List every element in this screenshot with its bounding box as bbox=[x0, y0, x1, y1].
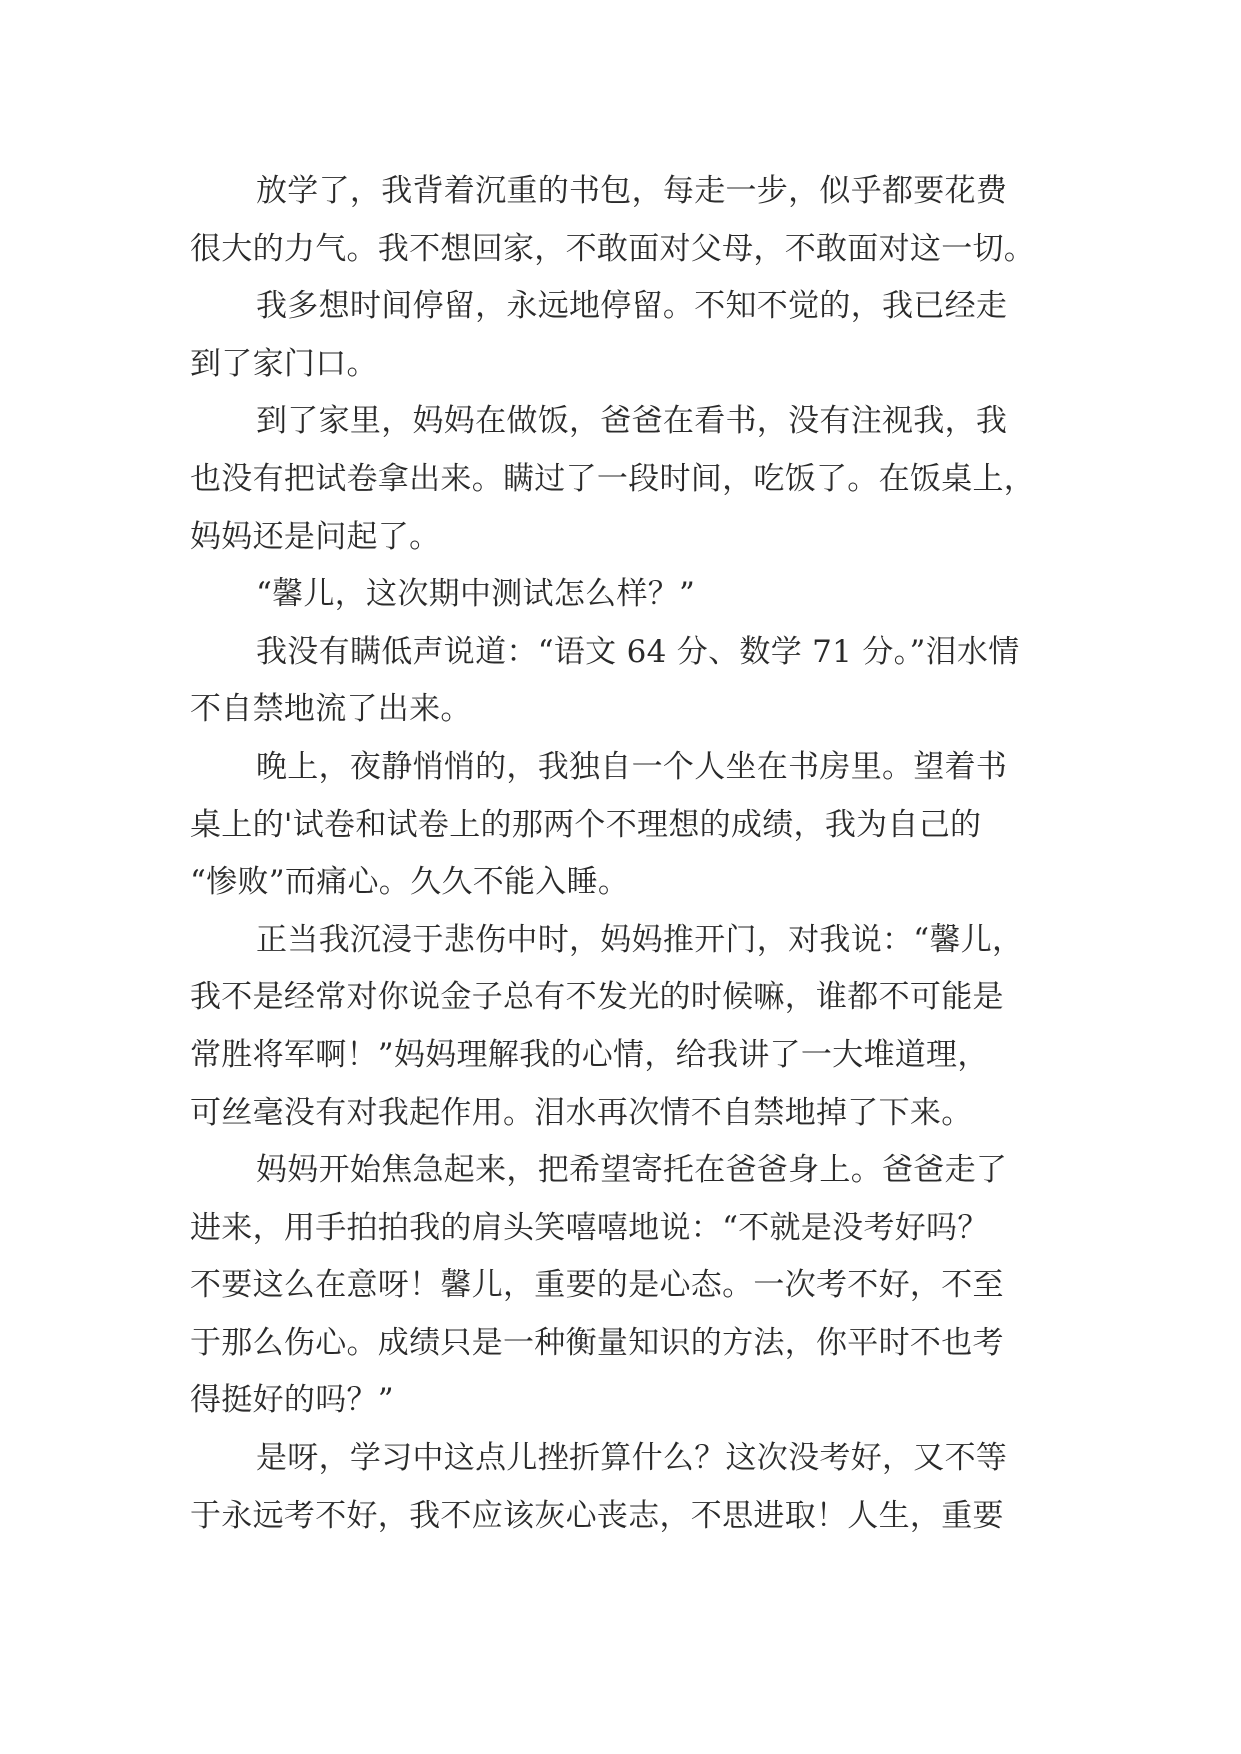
text-line: 进来，用手拍拍我的肩头笑嘻嘻地说：“不就是没考好吗？ bbox=[190, 1209, 989, 1246]
paragraph bbox=[190, 278, 1052, 393]
text-line: 妈妈开始焦急起来，把希望寄托在爸爸身上。爸爸走了 bbox=[256, 1152, 1008, 1189]
paragraph bbox=[190, 912, 1052, 1142]
paragraph bbox=[190, 163, 1052, 278]
text-line: 妈妈还是问起了。 bbox=[190, 518, 441, 555]
text-line: 晚上，夜静悄悄的，我独自一个人坐在书房里。望着书 bbox=[256, 748, 1008, 785]
text-line: 我多想时间停留，永远地停留。不知不觉的，我已经走 bbox=[256, 288, 1008, 325]
paragraph bbox=[190, 1430, 1052, 1545]
text-line: 可丝毫没有对我起作用。泪水再次情不自禁地掉了下来。 bbox=[190, 1094, 973, 1131]
paragraph bbox=[190, 393, 1052, 566]
text-line: 是呀，学习中这点儿挫折算什么？这次没考好，又不等 bbox=[256, 1440, 1008, 1477]
text-line: 也没有把试卷拿出来。瞒过了一段时间，吃饭了。在饭桌上， bbox=[190, 460, 1036, 497]
text-line: 我没有瞒低声说道：“语文 64 分、数学 71 分。”泪水情 bbox=[256, 633, 1020, 670]
text-line: “惨败”而痛心。久久不能入睡。 bbox=[190, 864, 630, 901]
text-line: 常胜将军啊！”妈妈理解我的心情，给我讲了一大堆道理， bbox=[190, 1036, 989, 1073]
text-line: 到了家里，妈妈在做饭，爸爸在看书，没有注视我，我 bbox=[256, 403, 1008, 440]
text-line: 得挺好的吗？” bbox=[190, 1382, 394, 1419]
text-line: 放学了，我背着沉重的书包，每走一步，似乎都要花费 bbox=[256, 173, 1008, 209]
text-line: 不要这么在意呀！馨儿，重要的是心态。一次考不好，不至 bbox=[190, 1267, 1004, 1304]
text-line: 桌上的'试卷和试卷上的那两个不理想的成绩，我为自己的 bbox=[190, 806, 982, 843]
text-line: 我不是经常对你说金子总有不发光的时候嘛，谁都不可能是 bbox=[190, 979, 1004, 1016]
text-line: 到了家门口。 bbox=[190, 345, 378, 382]
paragraph bbox=[190, 624, 1052, 739]
text-line: 很大的力气。我不想回家，不敢面对父母，不敢面对这一切。 bbox=[190, 230, 1036, 267]
text-line: 不自禁地流了出来。 bbox=[190, 691, 472, 728]
document-body bbox=[190, 163, 1052, 1545]
paragraph bbox=[190, 566, 1052, 624]
paragraph bbox=[190, 1142, 1052, 1430]
paragraph bbox=[190, 739, 1052, 912]
text-line: 于永远考不好，我不应该灰心丧志，不思进取！人生，重要 bbox=[190, 1497, 1004, 1534]
text-line: 正当我沉浸于悲伤中时，妈妈推开门，对我说：“馨儿， bbox=[256, 921, 1024, 958]
text-line: “馨儿，这次期中测试怎么样？” bbox=[256, 576, 696, 613]
text-line: 于那么伤心。成绩只是一种衡量知识的方法，你平时不也考 bbox=[190, 1324, 1004, 1361]
